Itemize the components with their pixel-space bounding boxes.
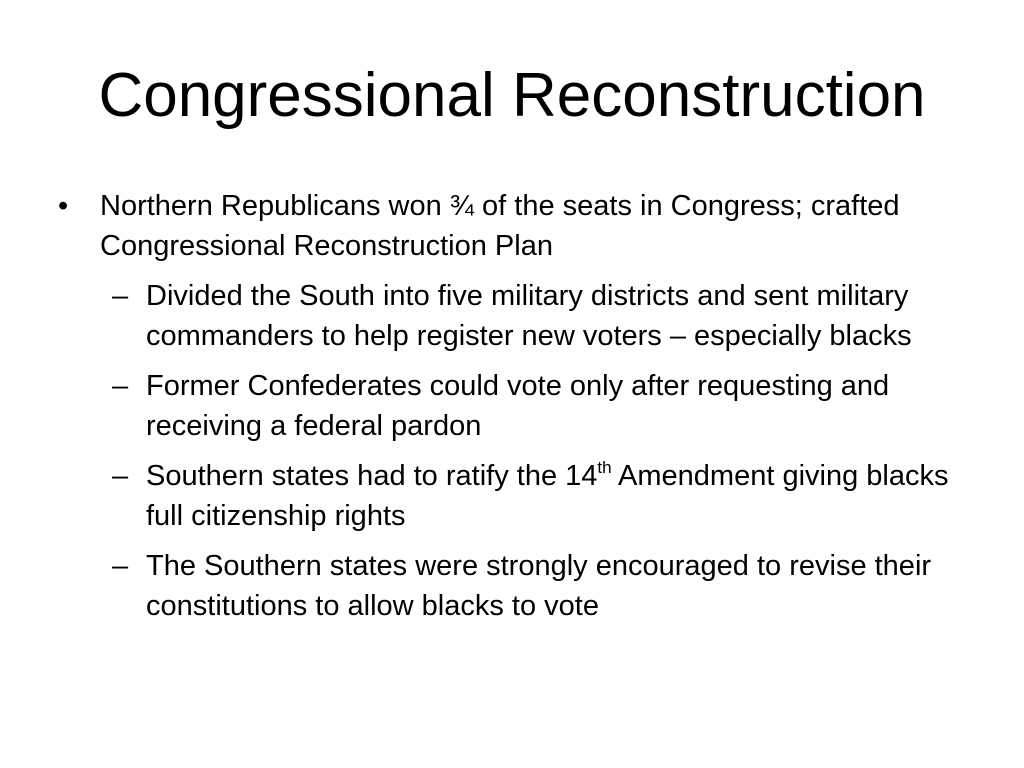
- sub-bullet-item: [56, 546, 976, 626]
- sub-bullet-text: [146, 460, 949, 532]
- sub-bullet-text: Divided the South into five military districts and sent military commanders to help register new voters – especially blacks: [146, 280, 912, 352]
- sub-bullet-text-before: Southern states had to ratify the 14: [146, 460, 598, 492]
- dash-marker: –: [112, 460, 129, 492]
- sub-bullet-item: [56, 366, 976, 446]
- bullet-text: Northern Republicans won ¾ of the seats in Congress; crafted Congressional Reconstruction Plan: [100, 190, 900, 262]
- sub-bullet-text: The Southern states were strongly encouraged to revise their constitutions to allow blacks to vote: [146, 550, 932, 622]
- sub-bullet-item: [56, 276, 976, 356]
- slide-body: [56, 186, 976, 636]
- dash-marker: –: [112, 550, 129, 582]
- ordinal-superscript: th: [597, 458, 612, 477]
- dash-marker: –: [112, 280, 129, 312]
- bullet-item: [56, 186, 976, 266]
- sub-bullet-list: [56, 276, 976, 626]
- slide-title: Congressional Reconstruction: [98, 61, 926, 130]
- sub-bullet-item: [56, 456, 976, 536]
- bullet-marker: •: [58, 190, 69, 222]
- dash-marker: –: [112, 370, 129, 402]
- sub-bullet-text: Former Confederates could vote only after requesting and receiving a federal pardon: [146, 370, 890, 442]
- sub-bullet-text-after: Amendment giving blacks full citizenship rights: [146, 460, 949, 532]
